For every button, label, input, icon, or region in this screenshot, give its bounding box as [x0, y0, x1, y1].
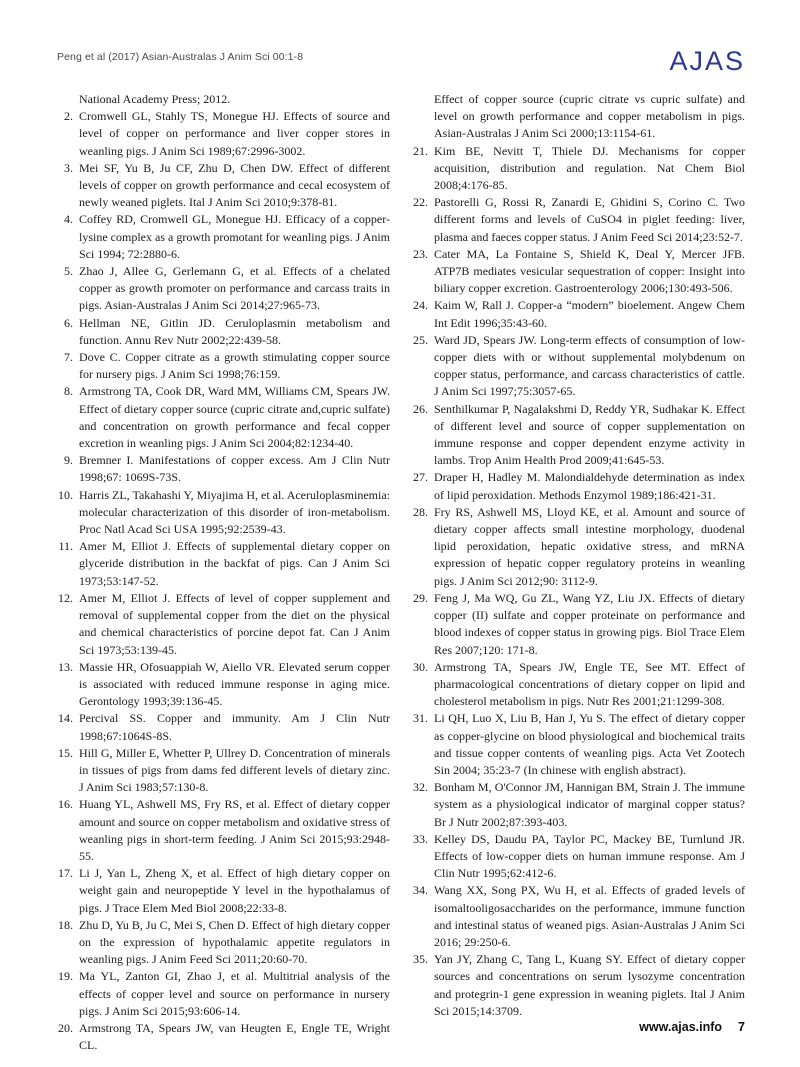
reference-text: Armstrong TA, Spears JW, van Heugten E, Engle TE, Wright CL.: [79, 1020, 390, 1053]
reference-item: [412, 951, 745, 1020]
reference-text: Kaim W, Rall J. Copper-a “modern” bioelement. Angew Chem Int Edit 1996;35:43-60.: [434, 298, 745, 330]
reference-text: Draper H, Hadley M. Malondialdehyde determination as index of lipid peroxidation. Methods Enzymol 1989;186:421-31.: [434, 470, 745, 502]
reference-item: [412, 297, 745, 331]
reference-item: [57, 108, 390, 160]
reference-number: 21.: [413, 143, 428, 158]
reference-text: Amer M, Elliot J. Effects of supplemental dietary copper on glyceride distribution in the backfat of pigs. Can J Anim Sci 1973;53:147-52.: [79, 539, 390, 588]
reference-text: Dove C. Copper citrate as a growth stimulating copper source for nursery pigs. J Anim Sci 1998;76:159.: [79, 350, 390, 382]
reference-text: Percival SS. Copper and immunity. Am J Clin Nutr 1998;67:1064S-8S.: [79, 711, 390, 743]
reference-number: 17.: [58, 866, 73, 881]
reference-number: 19.: [58, 969, 73, 984]
reference-text: Bremner I. Manifestations of copper excess. Am J Clin Nutr 1998;67: 1069S-73S.: [79, 453, 390, 485]
reference-text: Ma YL, Zanton GI, Zhao J, et al. Multitrial analysis of the effects of copper level and source on performance in nursery pigs. J Anim Sci 2015;93:606-14.: [79, 969, 390, 1018]
reference-item: [57, 590, 390, 659]
reference-item: [57, 383, 390, 452]
reference-number: 26.: [413, 401, 428, 416]
reference-item: [57, 1020, 390, 1054]
reference-item: [57, 211, 390, 263]
reference-item: [412, 831, 745, 883]
reference-number: 35.: [413, 952, 428, 967]
reference-number: 8.: [64, 384, 73, 399]
reference-item: [412, 469, 745, 503]
reference-text: Zhao J, Allee G, Gerlemann G, et al. Effects of a chelated copper as growth promoter on performance and carcass traits in pigs. Asian-Australas J Anim Sci 2014;27:965-73.: [79, 264, 390, 313]
reference-item: [57, 745, 390, 797]
reference-text: Li J, Yan L, Zheng X, et al. Effect of high dietary copper on weight gain and neuropeptide Y level in the hypothalamus of pigs. J Trace Elem Med Biol 2008;22:33-8.: [79, 866, 390, 915]
reference-item: [57, 796, 390, 865]
reference-text: Armstrong TA, Cook DR, Ward MM, Williams CM, Spears JW. Effect of dietary copper source (cupric citrate and,cupric sulfate) and concentration on growth performance and fecal copper excretion in weanling pigs. J Anim Sci 2004;82:1234-40.: [79, 384, 390, 451]
reference-number: 18.: [58, 917, 73, 932]
reference-text: Senthilkumar P, Nagalakshmi D, Reddy YR, Sudhakar K. Effect of different level and source of copper supplementation on immune response and copper dependent enzyme activity in lambs. Trop Anim Health Prod 2009;41:645-53.: [434, 401, 745, 468]
reference-item: [412, 401, 745, 470]
reference-item: [57, 710, 390, 744]
reference-number: 22.: [413, 195, 428, 210]
reference-item: [57, 487, 390, 539]
reference-number: 16.: [58, 797, 73, 812]
reference-item: [412, 332, 745, 401]
reference-text: Zhu D, Yu B, Ju C, Mei S, Chen D. Effect of high dietary copper on the expression of hypothalamic appetite regulators in weanling pigs. J Anim Feed Sci 2011;20:60-70.: [79, 917, 390, 967]
reference-number: 7.: [64, 350, 73, 365]
reference-text: Wang XX, Song PX, Wu H, et al. Effects of graded levels of isomaltooligosaccharides on the performance, immune function and intestinal status of weaned pigs. Asian-Australas J Anim Sci 2016; 29:250-6.: [434, 883, 745, 949]
reference-item: [57, 91, 390, 108]
reference-item: [412, 659, 745, 711]
journal-website-link[interactable]: www.ajas.info: [639, 1020, 723, 1034]
reference-number: 20.: [58, 1020, 73, 1035]
reference-number: 29.: [413, 590, 428, 605]
reference-text: Cromwell GL, Stahly TS, Monegue HJ. Effects of source and level of copper on performance and liver copper stores in weanling pigs. J Anim Sci 1989;67:2996-3002.: [79, 109, 390, 158]
reference-number: 31.: [413, 711, 428, 726]
reference-number: 15.: [58, 745, 73, 760]
journal-logo: AJAS: [669, 46, 745, 76]
reference-item: [412, 590, 745, 659]
reference-item: [412, 91, 745, 143]
reference-text: Huang YL, Ashwell MS, Fry RS, et al. Effect of dietary copper amount and source on copper metabolism and oxidative stress of weanling pigs in short-term feeding. J Anim Sci 2015;93:2948-55.: [79, 797, 390, 863]
reference-text: Hellman NE, Gitlin JD. Ceruloplasmin metabolism and function. Annu Rev Nutr 2002;22:439-58.: [79, 315, 390, 347]
page-footer: [639, 1020, 745, 1034]
reference-item: [412, 710, 745, 779]
reference-number: 5.: [64, 264, 73, 279]
reference-item: [57, 160, 390, 212]
reference-item: [412, 504, 745, 590]
reference-number: 12.: [58, 590, 73, 605]
reference-text: Armstrong TA, Spears JW, Engle TE, See MT. Effect of pharmacological concentrations of dietary copper on lipid and cholesterol metabolism in pigs. Nutr Res 2001;21:1299-308.: [434, 659, 745, 709]
reference-item: [412, 779, 745, 831]
reference-text: Coffey RD, Cromwell GL, Monegue HJ. Efficacy of a copper-lysine complex as a growth promotant for weanling pigs. J Anim Sci 1994; 72:2880-6.: [79, 212, 390, 261]
reference-number: 13.: [58, 659, 73, 674]
reference-number: 25.: [413, 332, 428, 347]
reference-text: Cater MA, La Fontaine S, Shield K, Deal Y, Mercer JFB. ATP7B mediates vesicular sequestration of copper: Insight into biliary copper excretion. Gastroenterology 2006;130:493-506.: [434, 246, 745, 296]
reference-item: [412, 882, 745, 951]
reference-number: 9.: [64, 453, 73, 468]
reference-number: 14.: [58, 711, 73, 726]
reference-number: 10.: [58, 487, 73, 502]
reference-item: [57, 263, 390, 315]
reference-text: National Academy Press; 2012.: [79, 92, 231, 106]
reference-number: 24.: [413, 298, 428, 313]
references-section: [57, 91, 745, 1054]
reference-text: Hill G, Miller E, Whetter P, Ullrey D. Concentration of minerals in tissues of pigs from dams fed different levels of dietary zinc. J Anim Sci 1983;57:130-8.: [79, 745, 390, 795]
reference-number: 30.: [413, 659, 428, 674]
reference-number: 3.: [64, 160, 73, 175]
reference-number: 27.: [413, 470, 428, 485]
reference-item: [57, 968, 390, 1020]
reference-item: [412, 194, 745, 246]
reference-text: Amer M, Elliot J. Effects of level of copper supplement and removal of supplemental copper from the diet on the physical and chemical characteristics of porcine depot fat. Can J Anim Sci 1973;53:139-45.: [79, 590, 390, 657]
references-column-right: [412, 91, 745, 1054]
reference-text: Effect of copper source (cupric citrate vs cupric sulfate) and level on growth performance and copper metabolism in pigs. Asian-Australas J Anim Sci 2000;13:1154-61.: [434, 92, 745, 141]
reference-text: Yan JY, Zhang C, Tang L, Kuang SY. Effect of dietary copper sources and concentrations on serum lysozyme concentration and protegrin-1 gene expression in weaning piglets. Ital J Anim Sci 2015;14:3709.: [434, 952, 745, 1018]
reference-number: 28.: [413, 504, 428, 519]
reference-text: Li QH, Luo X, Liu B, Han J, Yu S. The effect of dietary copper as copper-glycine on blood physiological and biochemical traits and tissue copper contents of weanling pigs. Acta Vet Zootech Sin 2004; 35:23-7 (In chinese with english abstract).: [434, 711, 745, 777]
reference-item: [57, 315, 390, 349]
reference-item: [57, 865, 390, 917]
reference-text: Feng J, Ma WQ, Gu ZL, Wang YZ, Liu JX. Effects of dietary copper (II) sulfate and copper proteinate on performance and blood indexes of copper status in growing pigs. Biol Trace Elem Res 2007;120: 171-8.: [434, 590, 745, 657]
reference-number: 4.: [64, 212, 73, 227]
reference-text: Harris ZL, Takahashi Y, Miyajima H, et al. Aceruloplasminemia: molecular characterization of this disorder of iron-metabolism. Proc Natl Acad Sci USA 1995;92:2539-43.: [79, 487, 390, 537]
page-number: 7: [738, 1020, 745, 1034]
reference-number: 11.: [58, 539, 73, 554]
reference-item: [412, 143, 745, 195]
reference-item: [412, 246, 745, 298]
reference-text: Fry RS, Ashwell MS, Lloyd KE, et al. Amount and source of dietary copper affects small intestine morphology, duodenal lipid peroxidation, hepatic oxidative stress, and mRNA expression of hepatic copper regulatory proteins in weanling pigs. J Anim Sci 2012;90: 3112-9.: [434, 504, 745, 588]
reference-item: [57, 659, 390, 711]
reference-text: Kim BE, Nevitt T, Thiele DJ. Mechanisms for copper acquisition, distribution and regulation. Nat Chem Biol 2008;4:176-85.: [434, 143, 745, 193]
reference-text: Bonham M, O'Connor JM, Hannigan BM, Strain J. The immune system as a physiological indicator of marginal copper status? Br J Nutr 2002;87:393-403.: [434, 780, 745, 829]
reference-item: [57, 452, 390, 486]
reference-text: Pastorelli G, Rossi R, Zanardi E, Ghidini S, Corino C. Two different forms and levels of CuSO4 in piglet feeding: liver, plasma and faeces copper status. J Anim Feed Sci 2014;23:52-7.: [434, 195, 745, 244]
reference-item: [57, 917, 390, 969]
reference-text: Ward JD, Spears JW. Long-term effects of consumption of low-copper diets with or without supplemental molybdenum on copper status, performance, and carcass characteristics of cattle. J Anim Sci 1997;75:3057-65.: [434, 332, 745, 399]
reference-number: 34.: [413, 883, 428, 898]
reference-number: 2.: [64, 109, 73, 124]
reference-text: Mei SF, Yu B, Ju CF, Zhu D, Chen DW. Effect of different levels of copper on growth performance and cecal ecosystem of newly weaned piglets. Ital J Anim Sci 2010;9:378-81.: [79, 160, 390, 210]
reference-item: [57, 538, 390, 590]
reference-text: Massie HR, Ofosuappiah W, Aiello VR. Elevated serum copper is associated with reduced immune response in aging mice. Gerontology 1993;39:136-45.: [79, 659, 390, 709]
running-head: Peng et al (2017) Asian-Australas J Anim Sci 00:1-8: [57, 51, 304, 63]
reference-number: 6.: [64, 315, 73, 330]
references-column-left: [57, 91, 390, 1054]
reference-item: [57, 349, 390, 383]
reference-number: 23.: [413, 246, 428, 261]
reference-number: 33.: [413, 831, 428, 846]
reference-text: Kelley DS, Daudu PA, Taylor PC, Mackey BE, Turnlund JR. Effects of low-copper diets on human immune response. Am J Clin Nutr 1995;62:412-6.: [434, 831, 745, 881]
reference-number: 32.: [413, 780, 428, 795]
